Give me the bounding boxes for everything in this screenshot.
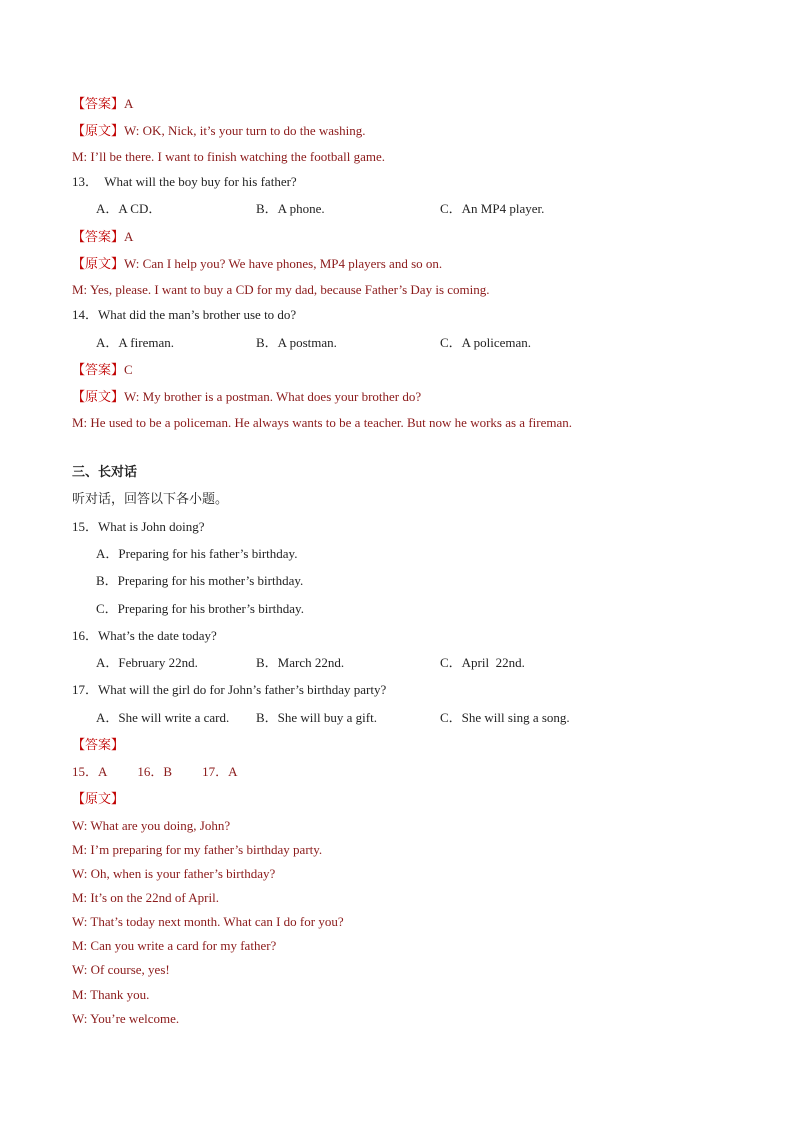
q14-option-a: A．A fireman.	[96, 335, 174, 350]
q15-option-a: A．Preparing for his father’s birthday.	[96, 546, 298, 561]
q15-option-b: B．Preparing for his mother’s birthday.	[96, 573, 304, 588]
answer-list	[72, 764, 237, 780]
dialogue-line: W: You’re welcome.	[72, 1011, 180, 1026]
question-14: 14．What did the man’s brother use to do?	[72, 307, 297, 322]
answer-line	[72, 96, 133, 113]
q14-option-b: B．A postman.	[256, 335, 337, 350]
section-instruction: 听对话，回答以下各小题。	[72, 492, 229, 507]
q16-option-b: B．March 22nd.	[256, 655, 345, 670]
answer-value: A	[124, 96, 134, 111]
dialogue-line: W: Oh, when is your father’s birthday?	[72, 866, 276, 881]
q13-option-b: B．A phone.	[256, 201, 325, 216]
dialogue-line: W: That’s today next month. What can I do for you?	[72, 914, 344, 929]
q17-option-a: A．She will write a card.	[96, 710, 230, 725]
answer-line	[72, 362, 133, 379]
q16-option-c: C．April 22nd.	[440, 655, 525, 670]
transcript-tag-line	[72, 791, 124, 808]
q13-option-a: A．A CD．	[96, 201, 162, 216]
transcript-line: M: He used to be a policeman. He always wants to be a teacher. But now he works as a fireman.	[72, 415, 572, 430]
transcript-text: W: My brother is a postman. What does your brother do?	[124, 389, 422, 404]
answer-value: C	[124, 362, 133, 377]
transcript-tag: 【原文】	[72, 124, 125, 139]
q17-option-b: B．She will buy a gift.	[256, 710, 377, 725]
question-15: 15．What is John doing?	[72, 519, 205, 534]
q15-option-c: C．Preparing for his brother’s birthday.	[96, 601, 304, 616]
section-heading: 三、长对话	[72, 465, 138, 480]
transcript-line: M: Yes, please. I want to buy a CD for my dad, because Father’s Day is coming.	[72, 282, 490, 297]
answer-tag: 【答案】	[72, 97, 125, 112]
transcript-text: W: Can I help you? We have phones, MP4 players and so on.	[124, 256, 443, 271]
dialogue-line: M: Thank you.	[72, 987, 150, 1002]
transcript-line: M: I’ll be there. I want to finish watching the football game.	[72, 149, 385, 164]
answer-17: 17．A	[202, 764, 238, 779]
transcript-tag: 【原文】	[72, 792, 125, 807]
dialogue-line: M: It’s on the 22nd of April.	[72, 890, 219, 905]
answer-tag-text: 【答案】	[72, 738, 125, 753]
dialogue-line: M: I’m preparing for my father’s birthday party.	[72, 842, 323, 857]
answer-line	[72, 229, 133, 246]
transcript-line	[72, 256, 442, 273]
transcript-text: W: OK, Nick, it’s your turn to do the washing.	[124, 123, 366, 138]
question-16: 16．What’s the date today?	[72, 628, 217, 643]
answer-tag: 【答案】	[72, 363, 125, 378]
transcript-tag: 【原文】	[72, 390, 125, 405]
transcript-line	[72, 389, 421, 406]
dialogue-line: W: What are you doing, John?	[72, 818, 231, 833]
q16-option-a: A．February 22nd.	[96, 655, 198, 670]
q17-option-c: C．She will sing a song.	[440, 710, 570, 725]
answer-15: 15．A	[72, 764, 108, 779]
dialogue-line: M: Can you write a card for my father?	[72, 938, 277, 953]
q13-option-c: C．An MP4 player.	[440, 201, 545, 216]
answer-tag: 【答案】	[72, 230, 125, 245]
dialogue-line: W: Of course, yes!	[72, 962, 170, 977]
question-17: 17．What will the girl do for John’s father’s birthday party?	[72, 682, 387, 697]
answer-16: 16．B	[137, 764, 173, 779]
transcript-line	[72, 123, 365, 140]
transcript-tag: 【原文】	[72, 257, 125, 272]
answer-value: A	[124, 229, 134, 244]
q14-option-c: C．A policeman.	[440, 335, 531, 350]
question-13: 13． What will the boy buy for his father?	[72, 174, 297, 189]
answer-tag	[72, 737, 124, 754]
